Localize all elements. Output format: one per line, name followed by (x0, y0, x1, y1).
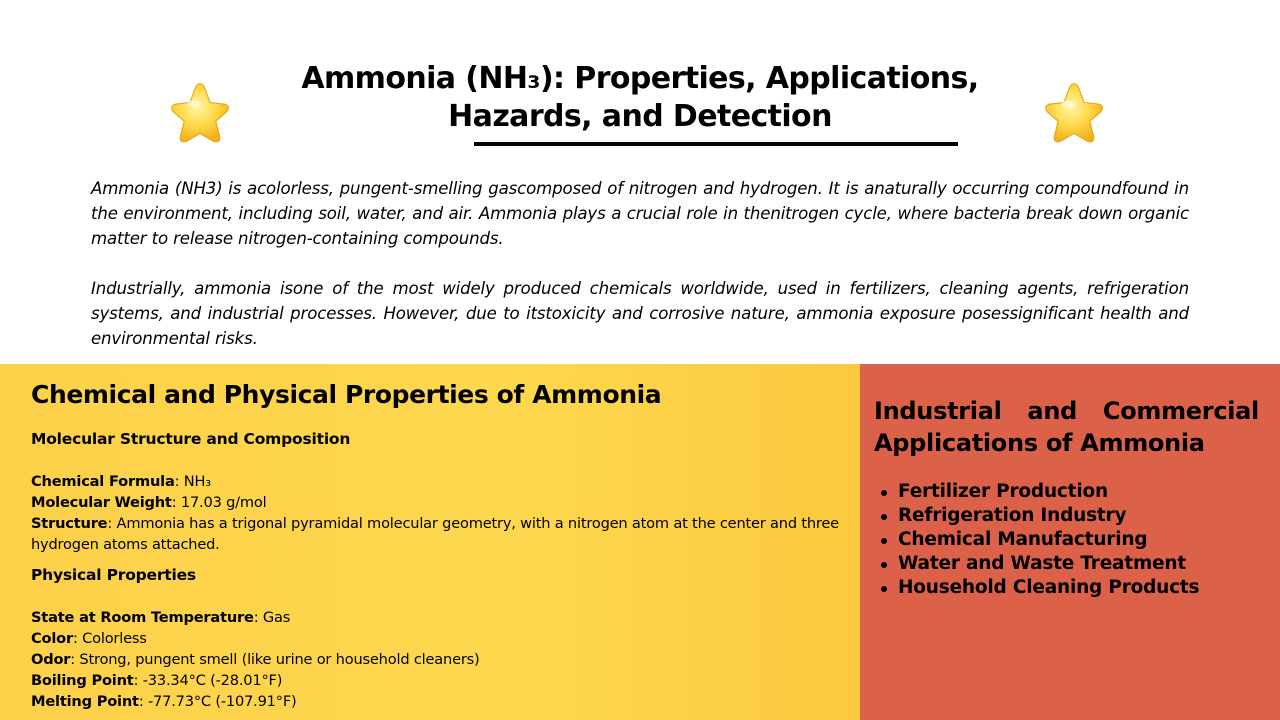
molecular-facts (31, 471, 846, 555)
intro-paragraph: Industrially, ammonia isone of the most widely produced chemicals worldwide, used in fertilizers, cleaning agents, refrigeration systems, and industrial processes. However, due to itstoxicity and corrosive nature, ammonia exposure posessignificant health and environmental risks. (91, 279, 1189, 348)
fact-label: Chemical Formula (31, 473, 175, 490)
list-item: Chemical Manufacturing (878, 528, 1199, 552)
fact-value: : Colorless (72, 630, 147, 647)
fact-label: State at Room Temperature (31, 609, 254, 626)
fact-label: Molecular Weight (31, 494, 172, 511)
fact-row (31, 670, 846, 691)
list-item: Water and Waste Treatment (878, 552, 1199, 576)
fact-row (31, 607, 846, 628)
fact-value: : 17.03 g/mol (171, 494, 267, 511)
title-line-1: Ammonia (NH₃): Properties, Applications, (301, 61, 979, 96)
fact-value: : NH₃ (174, 473, 211, 490)
fact-label: Melting Point (31, 693, 139, 710)
fact-row (31, 471, 846, 492)
title-line-2: Hazards, and Detection (448, 99, 832, 134)
list-item: Household Cleaning Products (878, 576, 1199, 600)
fact-label: Odor (31, 651, 71, 668)
fact-value: : Strong, pungent smell (like urine or household cleaners) (70, 651, 480, 668)
physical-subheading: Physical Properties (31, 566, 196, 584)
fact-row (31, 492, 846, 513)
intro-section (91, 176, 1189, 376)
intro-paragraph: Ammonia (NH3) is acolorless, pungent-smelling gascomposed of nitrogen and hydrogen. It is anaturally occurring compoundfound in the environment, including soil, water, and air. Ammonia plays a crucial role in thenitrogen cycle, where bacteria break down organic matter to release nitrogen-containing compounds. (91, 179, 1189, 248)
list-item: Fertilizer Production (878, 480, 1199, 504)
fact-label: Structure (31, 515, 108, 532)
title-underline (474, 142, 958, 146)
fact-value: : Ammonia has a trigonal pyramidal molecular geometry, with a nitrogen atom at the center and three hydrogen atoms attached. (31, 515, 839, 553)
fact-row (31, 691, 846, 712)
molecular-subheading: Molecular Structure and Composition (31, 430, 351, 448)
fact-value: : Gas (253, 609, 291, 626)
fact-row (31, 513, 846, 555)
fact-value: : -77.73°C (-107.91°F) (138, 693, 297, 710)
fact-row (31, 628, 846, 649)
applications-heading: Industrial and Commercial Applications of Ammonia (874, 397, 1259, 457)
list-item: Refrigeration Industry (878, 504, 1199, 528)
fact-value: : -33.34°C (-28.01°F) (133, 672, 283, 689)
fact-label: Boiling Point (31, 672, 134, 689)
fact-label: Color (31, 630, 73, 647)
fact-row (31, 649, 846, 670)
page-title (190, 60, 1090, 136)
physical-facts (31, 607, 846, 712)
applications-list (878, 480, 1199, 600)
properties-heading: Chemical and Physical Properties of Ammonia (31, 380, 662, 409)
